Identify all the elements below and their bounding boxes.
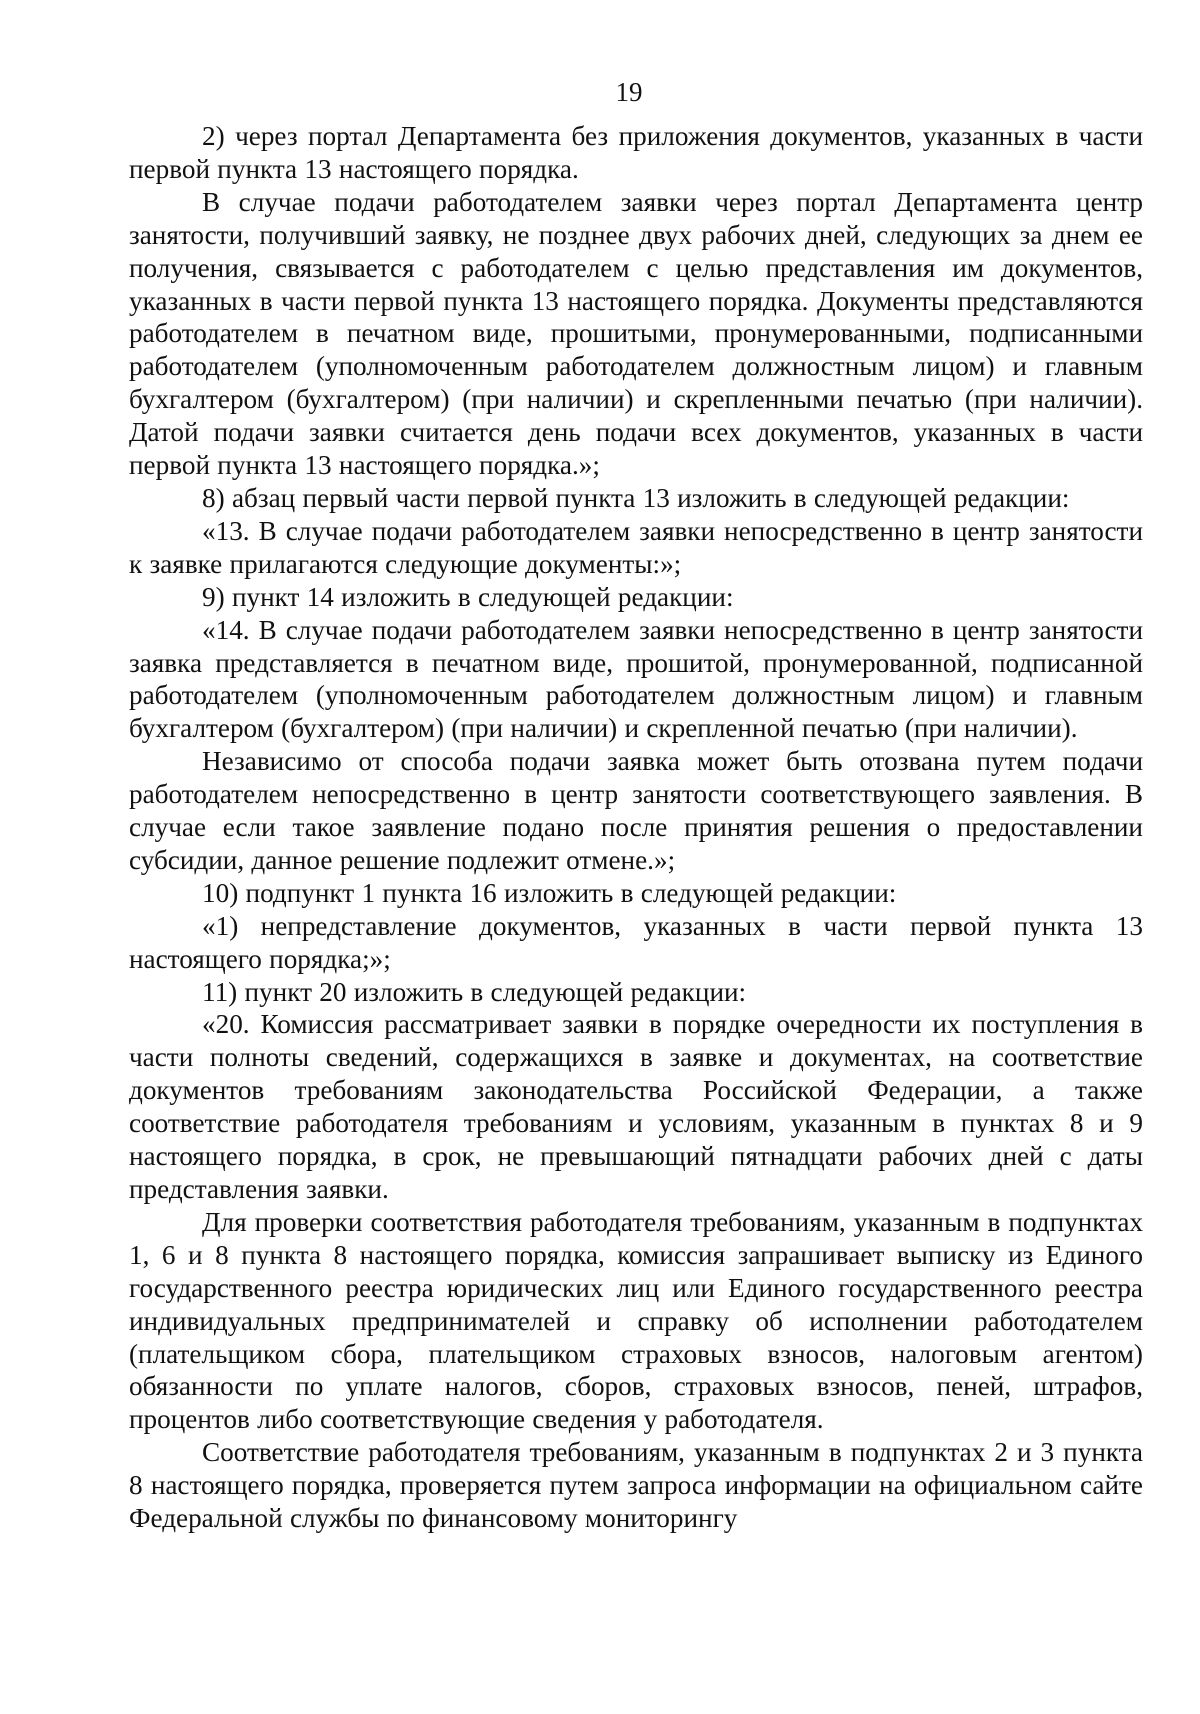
paragraph-clause-13: «13. В случае подачи работодателем заявки непосредственно в центр занятости к заявке прилагаются следующие документы:»; <box>129 515 1143 579</box>
paragraph-amendment-8: 8) абзац первый части первой пункта 13 изложить в следующей редакции: <box>202 482 1070 513</box>
page-number: 19 <box>615 77 643 107</box>
paragraph-amendment-10: 10) подпункт 1 пункта 16 изложить в следующей редакции: <box>202 877 897 908</box>
paragraph-subclause-1: «1) непредставление документов, указанных в части первой пункта 13 настоящего порядка;»; <box>129 910 1143 974</box>
paragraph-clause-14: «14. В случае подачи работодателем заявки непосредственно в центр занятости заявка представляется в печатном виде, прошитой, пронумерованной, подписанной работодателем (уполномоченным работодателем должностным лицом) и главным бухгалтером (бухгалтером) (при наличии) и скрепленной печатью (при наличии). <box>129 614 1143 744</box>
paragraph-financial-monitoring: Соответствие работодателя требованиям, указанным в подпунктах 2 и 3 пункта 8 настоящего порядка, проверяется путем запроса информации на официальном сайте Федеральной службы по финансовому мониторингу <box>129 1437 1143 1534</box>
paragraph-portal-submission-procedure: В случае подачи работодателем заявки через портал Департамента центр занятости, получивший заявку, не позднее двух рабочих дней, следующих за днем ее получения, связывается с работодателем с целью представления им документов, указанных в части первой пункта 13 настоящего порядка. Документы представляются работодателем в печатном виде, прошитыми, пронумерованными, подписанными работодателем (уполномоченным работодателем должностным лицом) и главным бухгалтером (бухгалтером) (при наличии) и скрепленными печатью (при наличии). Датой подачи заявки считается день подачи всех документов, указанных в части первой пункта 13 настоящего порядка.»; <box>129 186 1143 481</box>
paragraph-withdrawal: Независимо от способа подачи заявка может быть отозвана путем подачи работодателем непосредственно в центр занятости соответствующего заявления. В случае если такое заявление подано после принятия решения о предоставлении субсидии, данное решение подлежит отмене.»; <box>129 746 1143 875</box>
paragraph-amendment-9: 9) пункт 14 изложить в следующей редакции: <box>202 581 734 612</box>
paragraph-verification-requirements: Для проверки соответствия работодателя требованиям, указанным в подпунктах 1, 6 и 8 пункта 8 настоящего порядка, комиссия запрашивает выписку из Единого государственного реестра юридических лиц или Единого государственного реестра индивидуальных предпринимателей и справку об исполнении работодателем (плательщиком сбора, плательщиком страховых взносов, налоговым агентом) обязанности по уплате налогов, сборов, страховых взносов, пеней, штрафов, процентов либо соответствующие сведения у работодателя. <box>129 1206 1143 1435</box>
paragraph-amendment-11: 11) пункт 20 изложить в следующей редакции: <box>202 976 747 1007</box>
paragraph-clause-20: «20. Комиссия рассматривает заявки в порядке очередности их поступления в части полноты сведений, содержащихся в заявке и документах, на соответствие документов требованиям законодательства Российской Федерации, а также соответствие работодателя требованиям и условиям, указанным в пунктах 8 и 9 настоящего порядка, в срок, не превышающий пятнадцати рабочих дней с даты представления заявки. <box>129 1009 1143 1204</box>
document-body <box>129 120 1143 1535</box>
paragraph-item-2-portal: 2) через портал Департамента без приложения документов, указанных в части первой пункта 13 настоящего порядка. <box>129 121 1143 184</box>
